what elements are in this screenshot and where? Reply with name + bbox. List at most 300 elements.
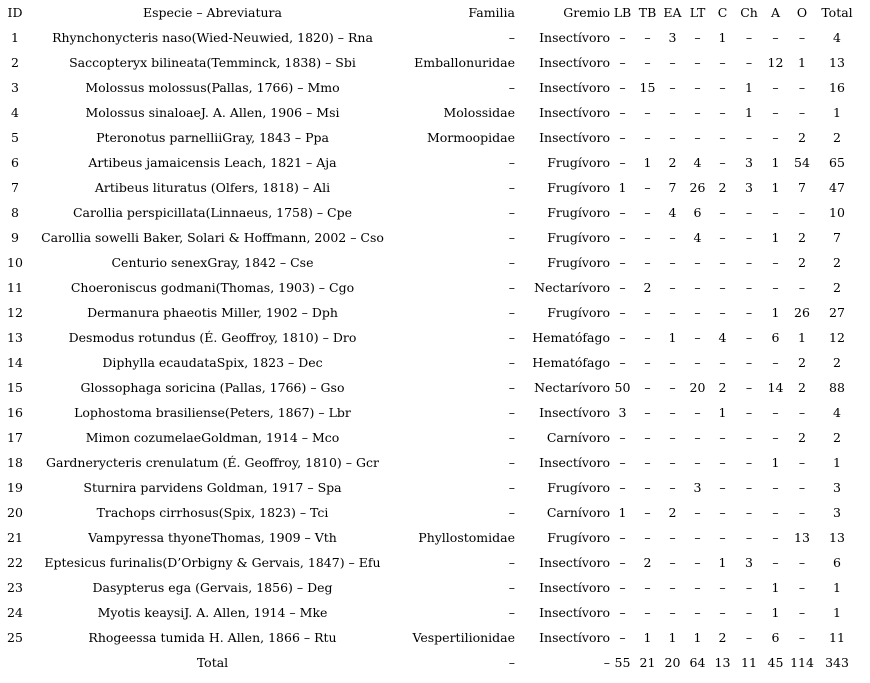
table-row: [0, 125, 870, 150]
totals-row: [0, 650, 870, 675]
cell-count-lb: 1: [618, 505, 627, 520]
cell-family: Phyllostomidae: [418, 530, 515, 545]
cell-count-c: 4: [718, 330, 727, 345]
cell-spacer: [858, 400, 870, 425]
cell-count-ea: 20: [664, 655, 681, 670]
cell-count-lt: –: [694, 530, 701, 545]
cell-count-lt: –: [694, 580, 701, 595]
table-row: [0, 175, 870, 200]
cell-count-lb: 50: [614, 380, 631, 395]
cell-species-name: Carollia perspicillata(Linnaeus, 1758) – Cpe: [72, 205, 353, 220]
cell-count-c: –: [719, 605, 726, 620]
cell-count-a: 1: [771, 180, 780, 195]
cell-count-o: –: [798, 280, 806, 295]
cell-count-c: –: [719, 530, 726, 545]
cell-count-tb: –: [644, 255, 651, 270]
cell-total: 4: [833, 405, 841, 420]
cell-total: 12: [829, 330, 845, 345]
cell-count-lt: –: [694, 505, 701, 520]
cell-total: 1: [833, 105, 841, 120]
cell-count-lt: 4: [693, 230, 702, 245]
cell-count-ea: –: [669, 380, 676, 395]
cell-spacer: [858, 100, 870, 125]
cell-family: Emballonuridae: [414, 55, 515, 70]
cell-count-a: –: [772, 480, 779, 495]
cell-count-lt: –: [694, 130, 701, 145]
cell-count-c: 2: [718, 180, 727, 195]
cell-species-name: Artibeus lituratus (Olfers, 1818) – Ali: [94, 180, 331, 195]
cell-count-tb: –: [644, 480, 651, 495]
cell-count-lb: –: [619, 605, 626, 620]
cell-count-o: 7: [798, 180, 806, 195]
table-row: [0, 275, 870, 300]
cell-count-ch: –: [745, 380, 753, 395]
cell-species-name: Rhynchonycteris naso(Wied-Neuwied, 1820) – Rna: [52, 30, 373, 45]
cell-total: 2: [833, 430, 841, 445]
column-header-site-c: C: [717, 5, 728, 20]
table-body: [0, 25, 870, 675]
cell-count-ea: –: [669, 255, 676, 270]
cell-id: 4: [11, 105, 19, 120]
cell-count-ch: –: [745, 455, 753, 470]
cell-count-ea: –: [669, 230, 676, 245]
cell-species-name: Artibeus jamaicensis Leach, 1821 – Aja: [88, 155, 337, 170]
cell-total: 1: [833, 580, 841, 595]
column-header-site-ea: EA: [663, 5, 682, 20]
column-header-gremio: Gremio: [563, 5, 610, 20]
cell-guild: Nectarívoro: [534, 280, 610, 295]
cell-count-lb: –: [619, 355, 626, 370]
cell-count-a: 12: [767, 55, 784, 70]
cell-count-o: –: [798, 405, 806, 420]
table-row: [0, 425, 870, 450]
cell-count-o: 54: [794, 155, 810, 170]
header-row: [0, 0, 870, 25]
cell-count-c: 1: [718, 30, 727, 45]
column-header-site-lb: LB: [613, 5, 632, 20]
cell-count-lt: –: [694, 430, 701, 445]
cell-count-o: –: [798, 205, 806, 220]
cell-count-tb: –: [644, 180, 651, 195]
table-row: [0, 50, 870, 75]
cell-count-lt: –: [694, 330, 701, 345]
cell-spacer: [858, 75, 870, 100]
cell-count-lt: –: [694, 555, 701, 570]
cell-count-c: –: [719, 205, 726, 220]
cell-count-tb: –: [644, 355, 651, 370]
cell-count-lb: –: [619, 280, 626, 295]
cell-count-ch: –: [745, 355, 753, 370]
cell-family: –: [508, 505, 515, 520]
cell-guild: Insectívoro: [539, 130, 610, 145]
cell-count-ch: –: [745, 255, 753, 270]
cell-count-o: 2: [798, 230, 806, 245]
cell-family: –: [508, 180, 515, 195]
cell-count-c: –: [719, 280, 726, 295]
cell-count-o: 2: [798, 355, 806, 370]
table-row: [0, 525, 870, 550]
cell-spacer: [858, 650, 870, 675]
cell-species-name: Glossophaga soricina (Pallas, 1766) – Gso: [80, 380, 345, 395]
cell-id: 7: [11, 180, 19, 195]
cell-count-a: –: [772, 430, 779, 445]
cell-family: –: [508, 255, 515, 270]
cell-count-tb: –: [644, 405, 651, 420]
cell-count-c: 13: [714, 655, 731, 670]
cell-count-lt: –: [694, 605, 701, 620]
cell-family: –: [508, 30, 515, 45]
table-row: [0, 75, 870, 100]
cell-count-lt: 1: [693, 630, 702, 645]
cell-count-tb: –: [644, 605, 651, 620]
cell-total: 2: [833, 280, 841, 295]
cell-species-name: Dasypterus ega (Gervais, 1856) – Deg: [92, 580, 333, 595]
cell-count-ea: –: [669, 480, 676, 495]
cell-count-lb: –: [619, 130, 626, 145]
cell-count-c: –: [719, 305, 726, 320]
cell-count-lt: –: [694, 255, 701, 270]
cell-count-tb: –: [644, 55, 651, 70]
cell-family: –: [508, 455, 515, 470]
cell-count-o: 1: [798, 330, 806, 345]
cell-count-tb: –: [644, 505, 651, 520]
cell-count-ch: –: [745, 505, 753, 520]
cell-species-name: Molossus sinaloaeJ. A. Allen, 1906 – Msi: [85, 105, 340, 120]
cell-total: 88: [829, 380, 845, 395]
cell-count-ea: –: [669, 555, 676, 570]
cell-count-ea: –: [669, 455, 676, 470]
cell-count-c: –: [719, 55, 726, 70]
cell-total: 1: [833, 605, 841, 620]
cell-count-ea: 7: [668, 180, 677, 195]
table-row: [0, 100, 870, 125]
cell-count-tb: –: [644, 330, 651, 345]
cell-id: 18: [7, 455, 23, 470]
cell-count-o: 2: [798, 130, 806, 145]
cell-family: Vespertilionidae: [412, 630, 515, 645]
cell-id: 10: [7, 255, 23, 270]
cell-count-lb: –: [619, 255, 626, 270]
cell-spacer: [858, 350, 870, 375]
cell-count-o: –: [798, 630, 806, 645]
cell-total: 11: [829, 630, 845, 645]
cell-family: –: [508, 80, 515, 95]
cell-count-ch: –: [745, 30, 753, 45]
cell-count-o: 114: [790, 655, 814, 670]
cell-count-a: 1: [771, 455, 780, 470]
cell-count-lt: 4: [693, 155, 702, 170]
cell-count-a: –: [772, 80, 779, 95]
cell-count-ch: –: [745, 580, 753, 595]
cell-count-tb: 1: [643, 155, 652, 170]
cell-count-lb: –: [619, 155, 626, 170]
cell-count-a: 14: [767, 380, 784, 395]
cell-count-ea: –: [669, 280, 676, 295]
column-header-site-a: A: [770, 5, 781, 20]
cell-count-ch: 1: [745, 80, 753, 95]
cell-guild: Nectarívoro: [534, 380, 610, 395]
cell-id: 24: [7, 605, 23, 620]
cell-count-lb: –: [619, 555, 626, 570]
table-row: [0, 325, 870, 350]
cell-id: 15: [7, 380, 23, 395]
column-header-site-o: O: [796, 5, 808, 20]
cell-spacer: [858, 125, 870, 150]
cell-guild: Frugívoro: [547, 255, 610, 270]
cell-family: –: [508, 655, 515, 670]
cell-count-tb: –: [644, 305, 651, 320]
cell-count-lt: –: [694, 105, 701, 120]
cell-count-a: –: [772, 555, 779, 570]
cell-total: 13: [829, 530, 845, 545]
cell-family: –: [508, 580, 515, 595]
cell-count-ea: 1: [668, 330, 677, 345]
cell-count-ea: –: [669, 605, 676, 620]
cell-spacer: [858, 325, 870, 350]
cell-count-o: –: [798, 105, 806, 120]
cell-count-ea: –: [669, 305, 676, 320]
cell-guild: Insectívoro: [539, 30, 610, 45]
cell-count-lt: –: [694, 80, 701, 95]
cell-count-lt: –: [694, 30, 701, 45]
cell-count-lb: –: [619, 30, 626, 45]
cell-species-name: Myotis keaysiJ. A. Allen, 1914 – Mke: [97, 605, 328, 620]
cell-family: –: [508, 480, 515, 495]
cell-count-lb: –: [619, 205, 626, 220]
cell-species-name: Total: [196, 655, 229, 670]
cell-count-lb: 55: [614, 655, 631, 670]
cell-count-a: –: [772, 255, 779, 270]
cell-count-tb: 21: [639, 655, 656, 670]
cell-species-name: Desmodus rotundus (É. Geoffroy, 1810) – Dro: [68, 330, 357, 345]
cell-total: 7: [833, 230, 841, 245]
cell-family: –: [508, 205, 515, 220]
cell-total: 13: [829, 55, 845, 70]
cell-count-a: 1: [771, 580, 780, 595]
cell-count-ea: –: [669, 105, 676, 120]
cell-count-a: 45: [767, 655, 784, 670]
cell-count-c: –: [719, 80, 726, 95]
cell-total: 343: [825, 655, 849, 670]
cell-spacer: [858, 225, 870, 250]
cell-spacer: [858, 625, 870, 650]
cell-count-ea: –: [669, 355, 676, 370]
cell-count-lt: 20: [689, 380, 706, 395]
cell-count-tb: –: [644, 205, 651, 220]
cell-count-ch: –: [745, 230, 753, 245]
cell-count-tb: –: [644, 430, 651, 445]
cell-id: 3: [11, 80, 19, 95]
cell-spacer: [858, 525, 870, 550]
cell-count-ea: 3: [668, 30, 677, 45]
column-header-total: Total: [821, 5, 853, 20]
cell-count-a: 1: [771, 155, 780, 170]
column-header-site-ch: Ch: [740, 5, 758, 20]
cell-family: –: [508, 555, 515, 570]
cell-spacer: [858, 50, 870, 75]
cell-count-tb: –: [644, 105, 651, 120]
cell-family: –: [508, 305, 515, 320]
cell-count-lb: –: [619, 430, 626, 445]
cell-guild: Frugívoro: [547, 530, 610, 545]
cell-count-c: 1: [718, 555, 727, 570]
column-header-spacer: [858, 0, 870, 25]
cell-family: –: [508, 355, 515, 370]
cell-count-ch: 1: [745, 105, 753, 120]
cell-total: 27: [829, 305, 845, 320]
cell-count-c: –: [719, 355, 726, 370]
cell-count-tb: –: [644, 455, 651, 470]
cell-spacer: [858, 275, 870, 300]
cell-total: 65: [829, 155, 845, 170]
cell-spacer: [858, 475, 870, 500]
cell-family: –: [508, 430, 515, 445]
table-row: [0, 375, 870, 400]
cell-total: 10: [829, 205, 845, 220]
cell-count-lb: –: [619, 80, 626, 95]
cell-count-c: –: [719, 480, 726, 495]
cell-spacer: [858, 375, 870, 400]
cell-id: 16: [7, 405, 23, 420]
table-row: [0, 450, 870, 475]
cell-count-ch: –: [745, 530, 753, 545]
cell-count-c: –: [719, 230, 726, 245]
cell-count-ch: –: [745, 305, 753, 320]
cell-total: 4: [833, 30, 841, 45]
table-row: [0, 475, 870, 500]
cell-count-o: –: [798, 80, 806, 95]
column-header-familia: Familia: [468, 5, 515, 20]
cell-count-o: 1: [798, 55, 806, 70]
cell-total: 2: [833, 355, 841, 370]
cell-family: –: [508, 405, 515, 420]
cell-species-name: Carollia sowelli Baker, Solari & Hoffmann, 2002 – Cso: [41, 230, 384, 245]
cell-count-lb: –: [619, 55, 626, 70]
cell-count-ea: 1: [668, 630, 677, 645]
cell-id: 22: [7, 555, 23, 570]
cell-guild: Insectívoro: [539, 405, 610, 420]
cell-count-c: –: [719, 505, 726, 520]
cell-count-o: –: [798, 505, 806, 520]
cell-guild: Insectívoro: [539, 80, 610, 95]
cell-spacer: [858, 450, 870, 475]
cell-count-lb: –: [619, 530, 626, 545]
cell-family: Molossidae: [443, 105, 515, 120]
cell-count-c: 2: [718, 630, 727, 645]
cell-count-ea: 4: [668, 205, 677, 220]
table-row: [0, 225, 870, 250]
cell-count-a: 1: [771, 230, 780, 245]
cell-count-a: 6: [771, 330, 780, 345]
cell-id: 9: [11, 230, 19, 245]
cell-count-c: –: [719, 105, 726, 120]
cell-count-c: 2: [718, 380, 727, 395]
cell-count-lt: –: [694, 280, 701, 295]
cell-guild: Insectívoro: [539, 455, 610, 470]
table-row: [0, 600, 870, 625]
cell-id: 2: [11, 55, 19, 70]
cell-count-tb: 15: [639, 80, 656, 95]
cell-count-lb: –: [619, 330, 626, 345]
cell-id: 14: [7, 355, 23, 370]
cell-total: 6: [833, 555, 841, 570]
cell-count-o: –: [798, 30, 806, 45]
cell-family: Mormoopidae: [426, 130, 515, 145]
cell-count-lb: –: [619, 580, 626, 595]
cell-count-ch: –: [745, 405, 753, 420]
cell-count-tb: –: [644, 580, 651, 595]
table-row: [0, 200, 870, 225]
cell-count-c: –: [719, 130, 726, 145]
cell-count-lt: –: [694, 305, 701, 320]
cell-count-a: –: [772, 405, 779, 420]
cell-count-ea: –: [669, 55, 676, 70]
table-header: [0, 0, 870, 25]
cell-count-ea: –: [669, 430, 676, 445]
cell-guild: Frugívoro: [547, 205, 610, 220]
cell-count-c: 1: [718, 405, 727, 420]
table-row: [0, 550, 870, 575]
cell-count-ea: –: [669, 580, 676, 595]
cell-count-ea: 2: [668, 155, 677, 170]
cell-count-o: 26: [794, 305, 810, 320]
cell-count-ch: –: [745, 605, 753, 620]
cell-species-name: Gardnerycteris crenulatum (É. Geoffroy, 1810) – Gcr: [46, 455, 379, 470]
cell-count-lt: –: [694, 55, 701, 70]
cell-count-a: –: [772, 355, 779, 370]
cell-count-lt: 64: [689, 655, 706, 670]
cell-count-o: 2: [798, 380, 806, 395]
cell-count-ch: –: [745, 205, 753, 220]
cell-count-a: –: [772, 105, 779, 120]
cell-id: 20: [7, 505, 23, 520]
cell-count-ch: –: [745, 130, 753, 145]
cell-family: –: [508, 330, 515, 345]
cell-count-lt: –: [694, 405, 701, 420]
cell-guild: Frugívoro: [547, 230, 610, 245]
cell-species-name: Diphylla ecaudataSpix, 1823 – Dec: [102, 355, 323, 370]
cell-count-o: 13: [794, 530, 810, 545]
cell-count-ch: –: [745, 280, 753, 295]
cell-count-o: 2: [798, 255, 806, 270]
cell-count-ch: 3: [745, 555, 753, 570]
column-header-site-lt: LT: [689, 5, 706, 20]
cell-id: 23: [7, 580, 23, 595]
cell-count-lt: 3: [693, 480, 702, 495]
cell-species-name: Mimon cozumelaeGoldman, 1914 – Mco: [85, 430, 340, 445]
cell-family: –: [508, 155, 515, 170]
cell-spacer: [858, 425, 870, 450]
cell-species-name: Pteronotus parnelliiGray, 1843 – Ppa: [96, 130, 329, 145]
cell-spacer: [858, 300, 870, 325]
cell-id: 19: [7, 480, 23, 495]
cell-count-ch: –: [745, 480, 753, 495]
cell-count-ch: 3: [745, 155, 753, 170]
cell-count-ch: –: [745, 55, 753, 70]
cell-count-o: –: [798, 455, 806, 470]
cell-count-a: 6: [771, 630, 780, 645]
cell-count-lb: –: [619, 455, 626, 470]
cell-id: 6: [11, 155, 19, 170]
cell-count-tb: –: [644, 380, 651, 395]
cell-count-ea: –: [669, 530, 676, 545]
cell-count-lb: –: [619, 230, 626, 245]
cell-count-a: –: [772, 505, 779, 520]
cell-total: 1: [833, 455, 841, 470]
cell-count-c: –: [719, 455, 726, 470]
cell-count-a: 1: [771, 605, 780, 620]
cell-id: 17: [7, 430, 23, 445]
